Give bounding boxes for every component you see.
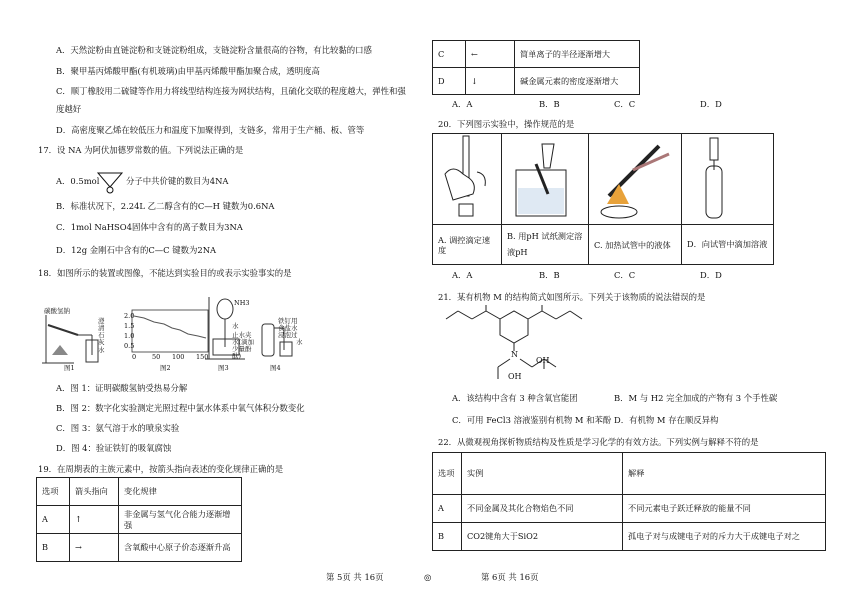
q20-caption-b: B. 用pH 试纸测定溶液pH xyxy=(502,225,589,265)
fig2-ytick-1: 2.0 xyxy=(124,312,135,320)
q16-option-a: A．天然淀粉由直链淀粉和支链淀粉组成，支链淀粉含量很高的谷物，有比较黏的口感 xyxy=(56,45,372,55)
table-cell: C xyxy=(433,41,466,68)
fig1-caption: 图1 xyxy=(64,364,75,372)
fig2-ytick-3: 1.0 xyxy=(124,332,135,340)
table-cell: A xyxy=(37,506,70,534)
q21-option-b: B．M 与 H2 完全加成的产物有 3 个手性碳 xyxy=(614,393,778,403)
q17-option-b: B．标准状况下，2.24L 乙二醇含有的C—H 键数为0.6NA xyxy=(56,201,275,211)
table-cell: 含氧酸中心原子价态逐渐升高 xyxy=(119,534,242,562)
fig4-caption: 图4 xyxy=(270,364,281,372)
dropper-test-tube-icon xyxy=(682,134,752,222)
q20-caption-a: A. 调控滴定速度 xyxy=(433,225,502,265)
fig2-caption: 图2 xyxy=(160,364,171,372)
q19-header-rule: 变化规律 xyxy=(119,478,242,506)
q22-stem: 22．从微观视角探析物质结构及性质是学习化学的有效方法。下列实例与解释不符的是 xyxy=(438,437,759,447)
table-cell: ↓ xyxy=(466,68,515,95)
q19-choice-c: C．C xyxy=(614,99,636,109)
q17-option-d: D．12g 金刚石中含有的C—C 键数为2NA xyxy=(56,245,217,255)
q20-image-a xyxy=(433,134,502,225)
fig3-water-label: 水 xyxy=(232,322,239,330)
q20-table xyxy=(432,133,774,265)
q21-n-label: N xyxy=(511,350,518,359)
q21-stem: 21．某有机物 M 的结构简式如图所示。下列关于该物质的说法错误的是 xyxy=(438,292,706,302)
q19-header-arrow: 箭头指向 xyxy=(70,478,119,506)
q20-caption-d: D．向试管中滴加溶液 xyxy=(682,225,774,265)
q22-table xyxy=(432,452,826,551)
q21-oh-label-2: OH xyxy=(508,372,522,381)
q18-stem: 18．如图所示的装置或图像，不能达到实验目的或表示实验事实的是 xyxy=(38,268,292,278)
q16-option-d: D．高密度聚乙烯在较低压力和温度下加聚得到，支链多，常用于生产桶、板、管等 xyxy=(56,125,365,135)
beaker-ph-paper-icon xyxy=(502,134,588,222)
footer-left-page: 第 5页 共 16页 xyxy=(326,572,384,582)
fig3-nh3-label: NH3 xyxy=(234,299,250,307)
q20-choice-d: D．D xyxy=(700,270,722,280)
table-row xyxy=(433,523,826,551)
fig1-label: 碳酸氢钠 xyxy=(44,307,70,315)
q16-option-b: B．聚甲基丙烯酸甲酯(有机玻璃)由甲基丙烯酸甲酯加聚合成，透明度高 xyxy=(56,66,320,76)
q20-choice-a: A．A xyxy=(452,270,473,280)
q22-header-explanation: 解释 xyxy=(623,453,826,495)
heating-test-tube-icon xyxy=(589,134,681,222)
footer-right-page: 第 6页 共 16页 xyxy=(481,572,539,582)
q16-option-c-cont: 度越好 xyxy=(56,104,82,114)
q19-table xyxy=(36,477,242,562)
q20-image-b xyxy=(502,134,589,225)
table-row xyxy=(433,41,640,68)
q22-header-example: 实例 xyxy=(462,453,623,495)
q20-caption-c: C. 加热试管中的液体 xyxy=(589,225,682,265)
table-row xyxy=(37,506,242,534)
q18-option-b: B．图 2：数字化实验测定光照过程中氯水体系中氧气体积分数变化 xyxy=(56,403,305,413)
q21-option-c: C．可用 FeCl3 溶液鉴别有机物 M 和苯酚 xyxy=(452,415,612,425)
epoxide-structure-icon xyxy=(96,165,124,195)
table-cell: D xyxy=(433,68,466,95)
q17-option-a-pre: A．0.5mol xyxy=(56,176,100,186)
q19-table-continued xyxy=(432,40,640,95)
table-cell: B xyxy=(433,523,462,551)
table-cell: B xyxy=(37,534,70,562)
table-cell: ← xyxy=(466,41,515,68)
q17-option-c: C．1mol NaHSO4固体中含有的离子数目为3NA xyxy=(56,222,243,232)
table-cell: 孤电子对与成键电子对的斥力大于成键电子对之 xyxy=(623,523,826,551)
burette-hand-icon xyxy=(433,134,501,222)
q20-image-c xyxy=(589,134,682,225)
q19-choice-a: A．A xyxy=(452,99,473,109)
q18-option-a: A．图 1：证明碳酸氢钠受热易分解 xyxy=(56,383,188,393)
fig4-water-label: 水 xyxy=(296,338,303,346)
q20-choice-c: C．C xyxy=(614,270,636,280)
fig3-caption: 图3 xyxy=(218,364,229,372)
table-cell: 不同金属及其化合物焰色不同 xyxy=(462,495,623,523)
fig3-beaker-label: 止水夹 水(滴加少量酚酞) xyxy=(232,331,255,361)
footer-mark-icon: ◎ xyxy=(424,572,432,582)
fig1-side-label: 澄清石灰水 xyxy=(98,317,105,354)
fig2-xtick-2: 50 xyxy=(152,353,161,361)
q17-stem: 17．设 NA 为阿伏加德罗常数的值。下列说法正确的是 xyxy=(38,145,244,155)
fig2-xtick-4: 150 xyxy=(196,353,209,361)
q18-option-d: D．图 4：验证铁钉的吸氧腐蚀 xyxy=(56,443,172,453)
q20-stem: 20．下列图示实验中，操作规范的是 xyxy=(438,119,575,129)
q21-oh-label-1: OH xyxy=(536,356,550,365)
q18-option-c: C．图 3：氨气溶于水的喷泉实验 xyxy=(56,423,180,433)
q17-option-a-post: 分子中共价键的数目为4NA xyxy=(126,176,229,186)
q20-choice-b: B．B xyxy=(539,270,560,280)
table-cell: ↑ xyxy=(70,506,119,534)
q20-image-d xyxy=(682,134,774,225)
table-cell: CO2键角大于SiO2 xyxy=(462,523,623,551)
fig2-ytick-4: 0.5 xyxy=(124,342,135,350)
fig2-xtick-3: 100 xyxy=(172,353,185,361)
table-cell: 碱金属元素的密度逐渐增大 xyxy=(515,68,640,95)
q19-stem: 19．在周期表的主族元素中，按箭头指向表述的变化规律正确的是 xyxy=(38,464,284,474)
q21-option-a: A．该结构中含有 3 种含氧官能团 xyxy=(452,393,578,403)
q19-choice-d: D．D xyxy=(700,99,722,109)
table-cell: A xyxy=(433,495,462,523)
table-row xyxy=(37,534,242,562)
q19-header-option: 选项 xyxy=(37,478,70,506)
fig2-xtick-1: 0 xyxy=(132,353,137,361)
table-row xyxy=(433,495,826,523)
q21-option-d: D．有机物 M 存在顺反异构 xyxy=(614,415,719,425)
table-cell: 非金属与氢气化合能力逐渐增强 xyxy=(119,506,242,534)
fig2-ytick-2: 1.5 xyxy=(124,322,135,330)
q16-option-c: C．顺丁橡胶用二硫键等作用力将线型结构连接为网状结构，且硫化交联的程度越大，弹性和强 xyxy=(56,86,406,96)
table-cell: → xyxy=(70,534,119,562)
q22-header-option: 选项 xyxy=(433,453,462,495)
q19-choice-b: B．B xyxy=(539,99,560,109)
fig4-nail-label: 铁钉用食盐水浸泡过 xyxy=(278,317,298,340)
table-row xyxy=(433,68,640,95)
table-cell: 简单离子的半径逐渐增大 xyxy=(515,41,640,68)
table-cell: 不同元素电子跃迁释放的能量不同 xyxy=(623,495,826,523)
